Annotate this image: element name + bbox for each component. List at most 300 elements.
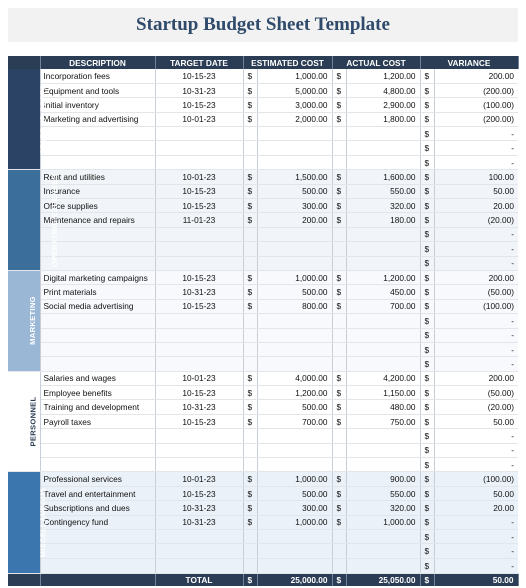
estimated-currency[interactable] [243, 314, 257, 328]
variance-cell[interactable]: - [434, 242, 518, 256]
actual-cost-cell[interactable] [346, 141, 420, 155]
description-cell[interactable]: Professional services [40, 472, 155, 486]
actual-currency[interactable] [332, 544, 346, 558]
target-date-cell[interactable] [155, 227, 243, 241]
variance-cell[interactable]: - [434, 314, 518, 328]
variance-currency[interactable]: $ [420, 170, 434, 184]
estimated-cost-cell[interactable]: 800.00 [257, 299, 332, 313]
estimated-currency[interactable]: $ [243, 386, 257, 400]
description-cell[interactable] [40, 155, 155, 169]
estimated-currency[interactable]: $ [243, 472, 257, 486]
estimated-cost-cell[interactable] [257, 242, 332, 256]
estimated-cost-cell[interactable]: 200.00 [257, 213, 332, 227]
description-cell[interactable] [40, 558, 155, 573]
estimated-currency[interactable] [243, 242, 257, 256]
variance-cell[interactable]: (200.00) [434, 83, 518, 97]
estimated-currency[interactable] [243, 256, 257, 270]
actual-currency[interactable]: $ [332, 112, 346, 126]
variance-currency[interactable]: $ [420, 386, 434, 400]
estimated-currency[interactable] [243, 443, 257, 457]
actual-cost-cell[interactable]: 1,150.00 [346, 386, 420, 400]
variance-currency[interactable]: $ [420, 501, 434, 515]
actual-cost-cell[interactable]: 750.00 [346, 414, 420, 428]
target-date-cell[interactable] [155, 530, 243, 544]
actual-cost-cell[interactable]: 320.00 [346, 199, 420, 213]
actual-cost-cell[interactable]: 900.00 [346, 472, 420, 486]
variance-cell[interactable]: 200.00 [434, 69, 518, 83]
actual-currency[interactable] [332, 328, 346, 342]
variance-cell[interactable]: - [434, 357, 518, 371]
variance-cell[interactable]: 50.00 [434, 414, 518, 428]
description-cell[interactable] [40, 141, 155, 155]
description-cell[interactable]: Contingency fund [40, 515, 155, 529]
estimated-cost-cell[interactable]: 300.00 [257, 199, 332, 213]
actual-currency[interactable]: $ [332, 69, 346, 83]
estimated-cost-cell[interactable] [257, 544, 332, 558]
estimated-cost-cell[interactable] [257, 558, 332, 573]
description-cell[interactable]: Rent and utilities [40, 170, 155, 184]
total-act-currency: $ [332, 573, 346, 586]
estimated-cost-cell[interactable] [257, 458, 332, 472]
target-date-cell[interactable] [155, 328, 243, 342]
variance-currency[interactable]: $ [420, 256, 434, 270]
actual-cost-cell[interactable] [346, 357, 420, 371]
estimated-cost-cell[interactable] [257, 443, 332, 457]
estimated-cost-cell[interactable]: 1,000.00 [257, 472, 332, 486]
header-variance[interactable]: VARIANCE [420, 56, 518, 69]
actual-currency[interactable]: $ [332, 184, 346, 198]
target-date-cell[interactable]: 10-15-23 [155, 386, 243, 400]
target-date-cell[interactable] [155, 314, 243, 328]
actual-currency[interactable]: $ [332, 213, 346, 227]
estimated-cost-cell[interactable] [257, 357, 332, 371]
estimated-cost-cell[interactable]: 2,000.00 [257, 112, 332, 126]
actual-cost-cell[interactable]: 480.00 [346, 400, 420, 414]
variance-cell[interactable]: - [434, 342, 518, 356]
actual-currency[interactable] [332, 256, 346, 270]
actual-currency[interactable]: $ [332, 170, 346, 184]
actual-cost-cell[interactable] [346, 530, 420, 544]
actual-currency[interactable] [332, 141, 346, 155]
target-date-cell[interactable]: 10-15-23 [155, 486, 243, 500]
variance-cell[interactable]: (50.00) [434, 386, 518, 400]
variance-currency[interactable]: $ [420, 141, 434, 155]
estimated-cost-cell[interactable]: 500.00 [257, 486, 332, 500]
actual-cost-cell[interactable] [346, 544, 420, 558]
estimated-cost-cell[interactable]: 5,000.00 [257, 83, 332, 97]
description-cell[interactable]: Employee benefits [40, 386, 155, 400]
estimated-cost-cell[interactable] [257, 342, 332, 356]
actual-cost-cell[interactable] [346, 458, 420, 472]
actual-cost-cell[interactable]: 550.00 [346, 184, 420, 198]
variance-cell[interactable]: - [434, 558, 518, 573]
estimated-currency[interactable] [243, 342, 257, 356]
estimated-currency[interactable]: $ [243, 371, 257, 385]
variance-cell[interactable]: 200.00 [434, 371, 518, 385]
target-date-cell[interactable]: 10-15-23 [155, 299, 243, 313]
variance-cell[interactable]: 200.00 [434, 270, 518, 284]
estimated-currency[interactable]: $ [243, 69, 257, 83]
actual-cost-cell[interactable] [346, 227, 420, 241]
variance-cell[interactable]: - [434, 443, 518, 457]
estimated-cost-cell[interactable] [257, 256, 332, 270]
section-label-cell [8, 170, 60, 271]
target-date-cell[interactable]: 10-01-23 [155, 371, 243, 385]
estimated-currency[interactable]: $ [243, 486, 257, 500]
estimated-cost-cell[interactable]: 500.00 [257, 285, 332, 299]
table-row [8, 486, 518, 500]
target-date-cell[interactable] [155, 256, 243, 270]
variance-cell[interactable]: - [434, 155, 518, 169]
variance-currency[interactable]: $ [420, 155, 434, 169]
header-target-date[interactable]: TARGET DATE [155, 56, 243, 69]
estimated-currency[interactable] [243, 127, 257, 141]
variance-currency[interactable]: $ [420, 69, 434, 83]
estimated-currency[interactable]: $ [243, 184, 257, 198]
target-date-cell[interactable] [155, 558, 243, 573]
variance-cell[interactable]: 50.00 [434, 184, 518, 198]
estimated-cost-cell[interactable]: 500.00 [257, 400, 332, 414]
variance-cell[interactable]: - [434, 429, 518, 443]
actual-cost-cell[interactable] [346, 242, 420, 256]
estimated-cost-cell[interactable]: 700.00 [257, 414, 332, 428]
estimated-currency[interactable]: $ [243, 501, 257, 515]
description-cell[interactable] [40, 127, 155, 141]
target-date-cell[interactable]: 10-01-23 [155, 112, 243, 126]
section-label-cell [8, 69, 48, 170]
variance-currency[interactable]: $ [420, 270, 434, 284]
variance-currency[interactable]: $ [420, 242, 434, 256]
description-cell[interactable] [40, 314, 155, 328]
variance-cell[interactable]: (100.00) [434, 299, 518, 313]
variance-currency[interactable]: $ [420, 328, 434, 342]
variance-currency[interactable]: $ [420, 458, 434, 472]
total-row [8, 573, 518, 586]
variance-cell[interactable]: - [434, 544, 518, 558]
target-date-cell[interactable] [155, 443, 243, 457]
target-date-cell[interactable]: 10-31-23 [155, 400, 243, 414]
variance-currency[interactable]: $ [420, 213, 434, 227]
estimated-currency[interactable]: $ [243, 400, 257, 414]
actual-currency[interactable]: $ [332, 400, 346, 414]
actual-cost-cell[interactable]: 1,200.00 [346, 270, 420, 284]
actual-cost-cell[interactable] [346, 429, 420, 443]
actual-cost-cell[interactable]: 1,800.00 [346, 112, 420, 126]
actual-currency[interactable]: $ [332, 83, 346, 97]
variance-currency[interactable]: $ [420, 342, 434, 356]
actual-currency[interactable] [332, 342, 346, 356]
target-date-cell[interactable]: 10-15-23 [155, 199, 243, 213]
variance-currency[interactable]: $ [420, 443, 434, 457]
variance-currency[interactable]: $ [420, 472, 434, 486]
description-cell[interactable]: Office supplies [40, 199, 155, 213]
variance-currency[interactable]: $ [420, 184, 434, 198]
actual-cost-cell[interactable] [346, 155, 420, 169]
actual-currency[interactable] [332, 155, 346, 169]
estimated-currency[interactable]: $ [243, 112, 257, 126]
table-row [8, 184, 518, 198]
variance-currency[interactable]: $ [420, 558, 434, 573]
target-date-cell[interactable] [155, 342, 243, 356]
actual-cost-cell[interactable]: 450.00 [346, 285, 420, 299]
estimated-currency[interactable] [243, 328, 257, 342]
variance-currency[interactable]: $ [420, 400, 434, 414]
estimated-currency[interactable]: $ [243, 414, 257, 428]
target-date-cell[interactable] [155, 357, 243, 371]
variance-cell[interactable]: - [434, 127, 518, 141]
target-date-cell[interactable]: 10-15-23 [155, 414, 243, 428]
actual-cost-cell[interactable]: 2,900.00 [346, 98, 420, 112]
target-date-cell[interactable]: 11-01-23 [155, 213, 243, 227]
actual-currency[interactable]: $ [332, 98, 346, 112]
actual-cost-cell[interactable] [346, 443, 420, 457]
target-date-cell[interactable] [155, 429, 243, 443]
estimated-currency[interactable] [243, 141, 257, 155]
header-row [8, 56, 518, 69]
description-cell[interactable] [40, 342, 155, 356]
actual-currency[interactable]: $ [332, 486, 346, 500]
description-cell[interactable]: Print materials [40, 285, 155, 299]
description-cell[interactable] [40, 429, 155, 443]
estimated-cost-cell[interactable] [257, 227, 332, 241]
variance-cell[interactable]: 50.00 [434, 486, 518, 500]
variance-currency[interactable]: $ [420, 530, 434, 544]
estimated-cost-cell[interactable]: 300.00 [257, 501, 332, 515]
variance-cell[interactable]: (100.00) [434, 98, 518, 112]
actual-cost-cell[interactable]: 320.00 [346, 501, 420, 515]
actual-cost-cell[interactable]: 4,200.00 [346, 371, 420, 385]
estimated-currency[interactable] [243, 458, 257, 472]
variance-currency[interactable]: $ [420, 486, 434, 500]
target-date-cell[interactable]: 10-31-23 [155, 285, 243, 299]
target-date-cell[interactable]: 10-01-23 [155, 170, 243, 184]
actual-cost-cell[interactable] [346, 342, 420, 356]
description-cell[interactable]: Initial inventory [40, 98, 155, 112]
header-actual-cost[interactable]: ACTUAL COST [332, 56, 420, 69]
description-cell[interactable]: Training and development [40, 400, 155, 414]
actual-currency[interactable]: $ [332, 270, 346, 284]
variance-currency[interactable]: $ [420, 357, 434, 371]
estimated-currency[interactable] [243, 155, 257, 169]
table-row [8, 544, 518, 558]
table-row [8, 371, 518, 385]
description-cell[interactable]: Insurance [40, 184, 155, 198]
actual-cost-cell[interactable] [346, 256, 420, 270]
actual-cost-cell[interactable]: 1,600.00 [346, 170, 420, 184]
actual-cost-cell[interactable]: 180.00 [346, 213, 420, 227]
actual-currency[interactable] [332, 429, 346, 443]
actual-currency[interactable]: $ [332, 285, 346, 299]
variance-cell[interactable]: - [434, 458, 518, 472]
description-cell[interactable] [40, 357, 155, 371]
target-date-cell[interactable] [155, 242, 243, 256]
estimated-cost-cell[interactable] [257, 429, 332, 443]
table-row [8, 112, 518, 126]
actual-cost-cell[interactable]: 550.00 [346, 486, 420, 500]
actual-currency[interactable]: $ [332, 501, 346, 515]
actual-currency[interactable] [332, 127, 346, 141]
variance-cell[interactable]: (20.00) [434, 400, 518, 414]
variance-currency[interactable]: $ [420, 429, 434, 443]
actual-cost-cell[interactable] [346, 328, 420, 342]
estimated-currency[interactable]: $ [243, 170, 257, 184]
target-date-cell[interactable] [155, 127, 243, 141]
variance-cell[interactable]: (20.00) [434, 213, 518, 227]
variance-currency[interactable]: $ [420, 414, 434, 428]
variance-currency[interactable]: $ [420, 314, 434, 328]
actual-currency[interactable] [332, 242, 346, 256]
estimated-currency[interactable]: $ [243, 299, 257, 313]
estimated-currency[interactable] [243, 544, 257, 558]
estimated-cost-cell[interactable]: 4,000.00 [257, 371, 332, 385]
description-cell[interactable]: Incorporation fees [40, 69, 155, 83]
estimated-currency[interactable]: $ [243, 83, 257, 97]
estimated-currency[interactable]: $ [243, 270, 257, 284]
actual-cost-cell[interactable]: 700.00 [346, 299, 420, 313]
target-date-cell[interactable]: 10-15-23 [155, 270, 243, 284]
table-row [8, 127, 518, 141]
variance-cell[interactable]: - [434, 256, 518, 270]
target-date-cell[interactable] [155, 458, 243, 472]
estimated-cost-cell[interactable]: 1,200.00 [257, 386, 332, 400]
target-date-cell[interactable] [155, 141, 243, 155]
variance-currency[interactable]: $ [420, 98, 434, 112]
estimated-currency[interactable] [243, 530, 257, 544]
actual-currency[interactable]: $ [332, 386, 346, 400]
variance-cell[interactable]: 20.00 [434, 501, 518, 515]
target-date-cell[interactable]: 10-31-23 [155, 83, 243, 97]
variance-cell[interactable]: 20.00 [434, 199, 518, 213]
description-cell[interactable]: Equipment and tools [40, 83, 155, 97]
table-row [8, 530, 518, 544]
description-cell[interactable]: Marketing and advertising [40, 112, 155, 126]
estimated-currency[interactable]: $ [243, 199, 257, 213]
variance-cell[interactable]: - [434, 141, 518, 155]
target-date-cell[interactable]: 10-15-23 [155, 69, 243, 83]
actual-cost-cell[interactable] [346, 558, 420, 573]
estimated-currency[interactable]: $ [243, 213, 257, 227]
variance-currency[interactable]: $ [420, 299, 434, 313]
actual-cost-cell[interactable] [346, 127, 420, 141]
estimated-currency[interactable]: $ [243, 515, 257, 529]
target-date-cell[interactable]: 10-15-23 [155, 98, 243, 112]
description-cell[interactable] [40, 544, 155, 558]
estimated-cost-cell[interactable]: 1,000.00 [257, 515, 332, 529]
target-date-cell[interactable]: 10-31-23 [155, 515, 243, 529]
variance-currency[interactable]: $ [420, 199, 434, 213]
actual-currency[interactable] [332, 227, 346, 241]
variance-cell[interactable]: - [434, 328, 518, 342]
section-label-cell [8, 270, 40, 371]
actual-cost-cell[interactable]: 1,200.00 [346, 69, 420, 83]
estimated-cost-cell[interactable] [257, 141, 332, 155]
table-row [8, 155, 518, 169]
estimated-currency[interactable]: $ [243, 98, 257, 112]
description-cell[interactable] [40, 443, 155, 457]
estimated-currency[interactable] [243, 429, 257, 443]
variance-currency[interactable]: $ [420, 544, 434, 558]
actual-currency[interactable] [332, 314, 346, 328]
actual-currency[interactable]: $ [332, 371, 346, 385]
target-date-cell[interactable] [155, 155, 243, 169]
variance-cell[interactable]: - [434, 530, 518, 544]
variance-currency[interactable]: $ [420, 127, 434, 141]
description-cell[interactable]: Social media advertising [40, 299, 155, 313]
description-cell[interactable]: Digital marketing campaigns [40, 270, 155, 284]
actual-currency[interactable] [332, 458, 346, 472]
estimated-cost-cell[interactable] [257, 530, 332, 544]
estimated-cost-cell[interactable]: 3,000.00 [257, 98, 332, 112]
variance-cell[interactable]: (200.00) [434, 112, 518, 126]
estimated-currency[interactable] [243, 227, 257, 241]
estimated-cost-cell[interactable]: 1,500.00 [257, 170, 332, 184]
variance-currency[interactable]: $ [420, 112, 434, 126]
estimated-cost-cell[interactable]: 500.00 [257, 184, 332, 198]
actual-cost-cell[interactable]: 1,000.00 [346, 515, 420, 529]
actual-cost-cell[interactable] [346, 314, 420, 328]
variance-cell[interactable]: - [434, 515, 518, 529]
total-actual-cost: 25,050.00 [346, 573, 420, 586]
target-date-cell[interactable]: 10-31-23 [155, 501, 243, 515]
header-estimated-cost[interactable]: ESTIMATED COST [243, 56, 332, 69]
variance-currency[interactable]: $ [420, 227, 434, 241]
description-cell[interactable]: Payroll taxes [40, 414, 155, 428]
actual-currency[interactable] [332, 530, 346, 544]
variance-cell[interactable]: 100.00 [434, 170, 518, 184]
variance-currency[interactable]: $ [420, 285, 434, 299]
actual-cost-cell[interactable]: 4,800.00 [346, 83, 420, 97]
variance-cell[interactable]: - [434, 227, 518, 241]
description-cell[interactable]: Salaries and wages [40, 371, 155, 385]
description-cell[interactable] [40, 458, 155, 472]
estimated-cost-cell[interactable]: 1,000.00 [257, 69, 332, 83]
estimated-currency[interactable] [243, 357, 257, 371]
actual-currency[interactable]: $ [332, 199, 346, 213]
estimated-cost-cell[interactable] [257, 314, 332, 328]
actual-currency[interactable]: $ [332, 414, 346, 428]
target-date-cell[interactable]: 10-15-23 [155, 184, 243, 198]
description-cell[interactable]: Travel and entertainment [40, 486, 155, 500]
estimated-cost-cell[interactable] [257, 155, 332, 169]
estimated-cost-cell[interactable]: 1,000.00 [257, 270, 332, 284]
estimated-currency[interactable]: $ [243, 285, 257, 299]
section-label: MISCELLANEOUS [38, 487, 48, 558]
header-description[interactable]: DESCRIPTION [40, 56, 155, 69]
description-cell[interactable]: Subscriptions and dues [40, 501, 155, 515]
table-row [8, 141, 518, 155]
target-date-cell[interactable]: 10-01-23 [155, 472, 243, 486]
actual-currency[interactable] [332, 558, 346, 573]
actual-currency[interactable]: $ [332, 515, 346, 529]
actual-currency[interactable] [332, 357, 346, 371]
variance-cell[interactable]: (50.00) [434, 285, 518, 299]
estimated-cost-cell[interactable] [257, 328, 332, 342]
variance-currency[interactable]: $ [420, 371, 434, 385]
description-cell[interactable]: Maintenance and repairs [40, 213, 155, 227]
actual-currency[interactable]: $ [332, 472, 346, 486]
estimated-currency[interactable] [243, 558, 257, 573]
description-cell[interactable] [40, 530, 155, 544]
description-cell[interactable] [40, 328, 155, 342]
variance-currency[interactable]: $ [420, 83, 434, 97]
total-var-currency: $ [420, 573, 434, 586]
variance-cell[interactable]: (100.00) [434, 472, 518, 486]
actual-currency[interactable] [332, 443, 346, 457]
target-date-cell[interactable] [155, 544, 243, 558]
variance-currency[interactable]: $ [420, 515, 434, 529]
actual-currency[interactable]: $ [332, 299, 346, 313]
estimated-cost-cell[interactable] [257, 127, 332, 141]
